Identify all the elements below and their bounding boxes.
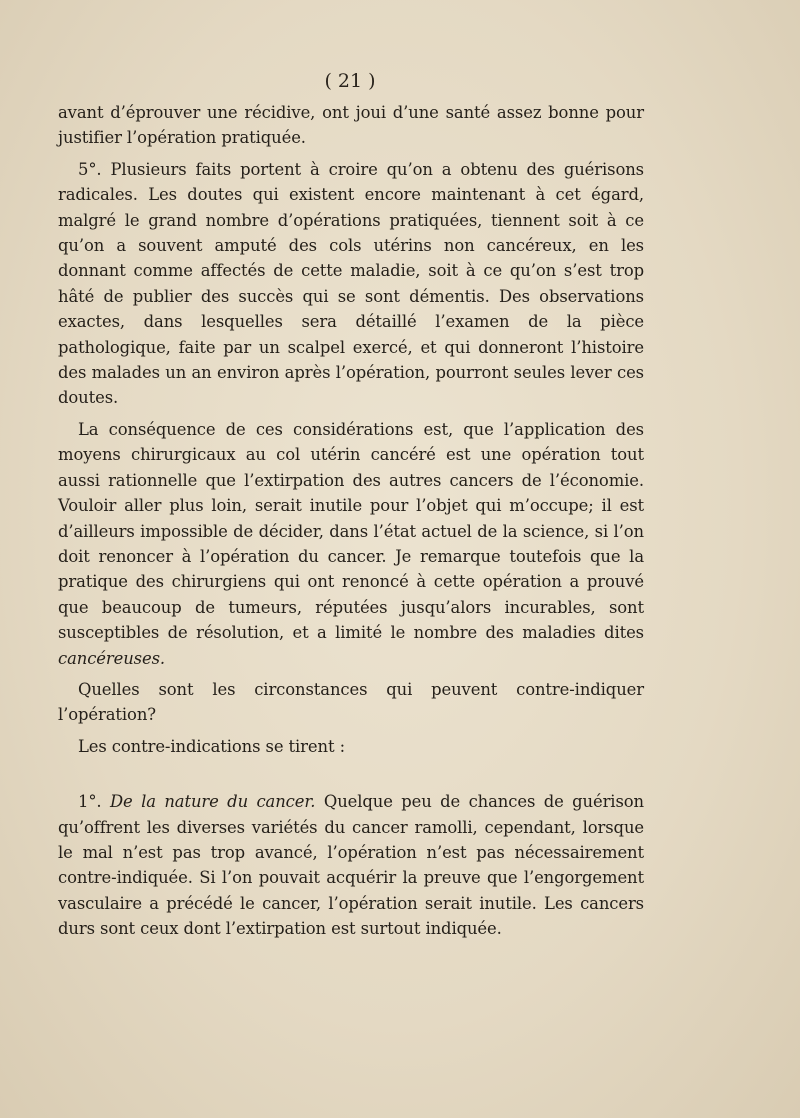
paragraph-conclusion	[58, 417, 644, 671]
point-1-text: Quelque peu de chances de guérison qu’offrent les diverses variétés du cancer ramolli, cependant, lorsque le mal n’est pas trop avancé, l’opération n’est pas nécessairement contre-indiquée. Si l’on pouvait acquérir la preuve que l’engorgement vasculaire a précédé le cancer, l’opération serait inutile. Les cancers durs sont ceux dont l’extirpation est surtout indiquée.	[58, 792, 644, 939]
body-text	[58, 100, 644, 948]
page-number: ( 21 )	[324, 70, 376, 92]
paragraph-contraindications-intro: Les contre-indications se tirent :	[78, 736, 345, 756]
paragraph-question: Quelles sont les circonstances qui peuvent contre-indiquer l’opération?	[58, 679, 644, 725]
conclusion-text: La conséquence de ces considérations est, que l’application des moyens chirurgicaux au col utérin cancéré est une opération tout aussi rationnelle que l’extirpation des autres cancers de l’économie. Vouloir aller plus loin, serait inutile pour l’objet qui m’occupe; il est d’ailleurs impossible de décider, dans l’état actuel de la science, si l’on doit renoncer à l’opération du cancer. Je remarque toutefois que la pratique des chirurgiens qui ont renoncé à cette opération a prouvé que beaucoup de tumeurs, réputées jusqu’alors incurables, sont susceptibles de résolution, et a limité le nombre des maladies dites	[58, 419, 644, 643]
paragraph-point-5: 5°. Plusieurs faits portent à croire qu’on a obtenu des guérisons radicales. Les doutes qui existent encore maintenant à cet égard, malgré le grand nombre d’opérations pratiquées, tiennent soit à ce qu’on a souvent amputé des cols utérins non cancéreux, en les donnant comme affectés de cette maladie, soit à ce qu’on s’est trop hâté de publier des succès qui se sont démentis. Des observations exactes, dans lesquelles sera détaillé l’examen de la pièce pathologique, faite par un scalpel exercé, et qui donneront l’histoire des malades un an environ après l’opération, pourront seules lever ces doutes.	[58, 159, 644, 408]
conclusion-italic-term: cancéreuses.	[58, 648, 166, 668]
point-1-number: 1°.	[78, 792, 102, 812]
paragraph-point-1	[58, 789, 644, 941]
point-1-heading: De la nature du cancer.	[110, 792, 316, 812]
paragraph-continuation: avant d’éprouver une récidive, ont joui d’une santé assez bonne pour justifier l’opération pratiquée.	[58, 103, 644, 148]
